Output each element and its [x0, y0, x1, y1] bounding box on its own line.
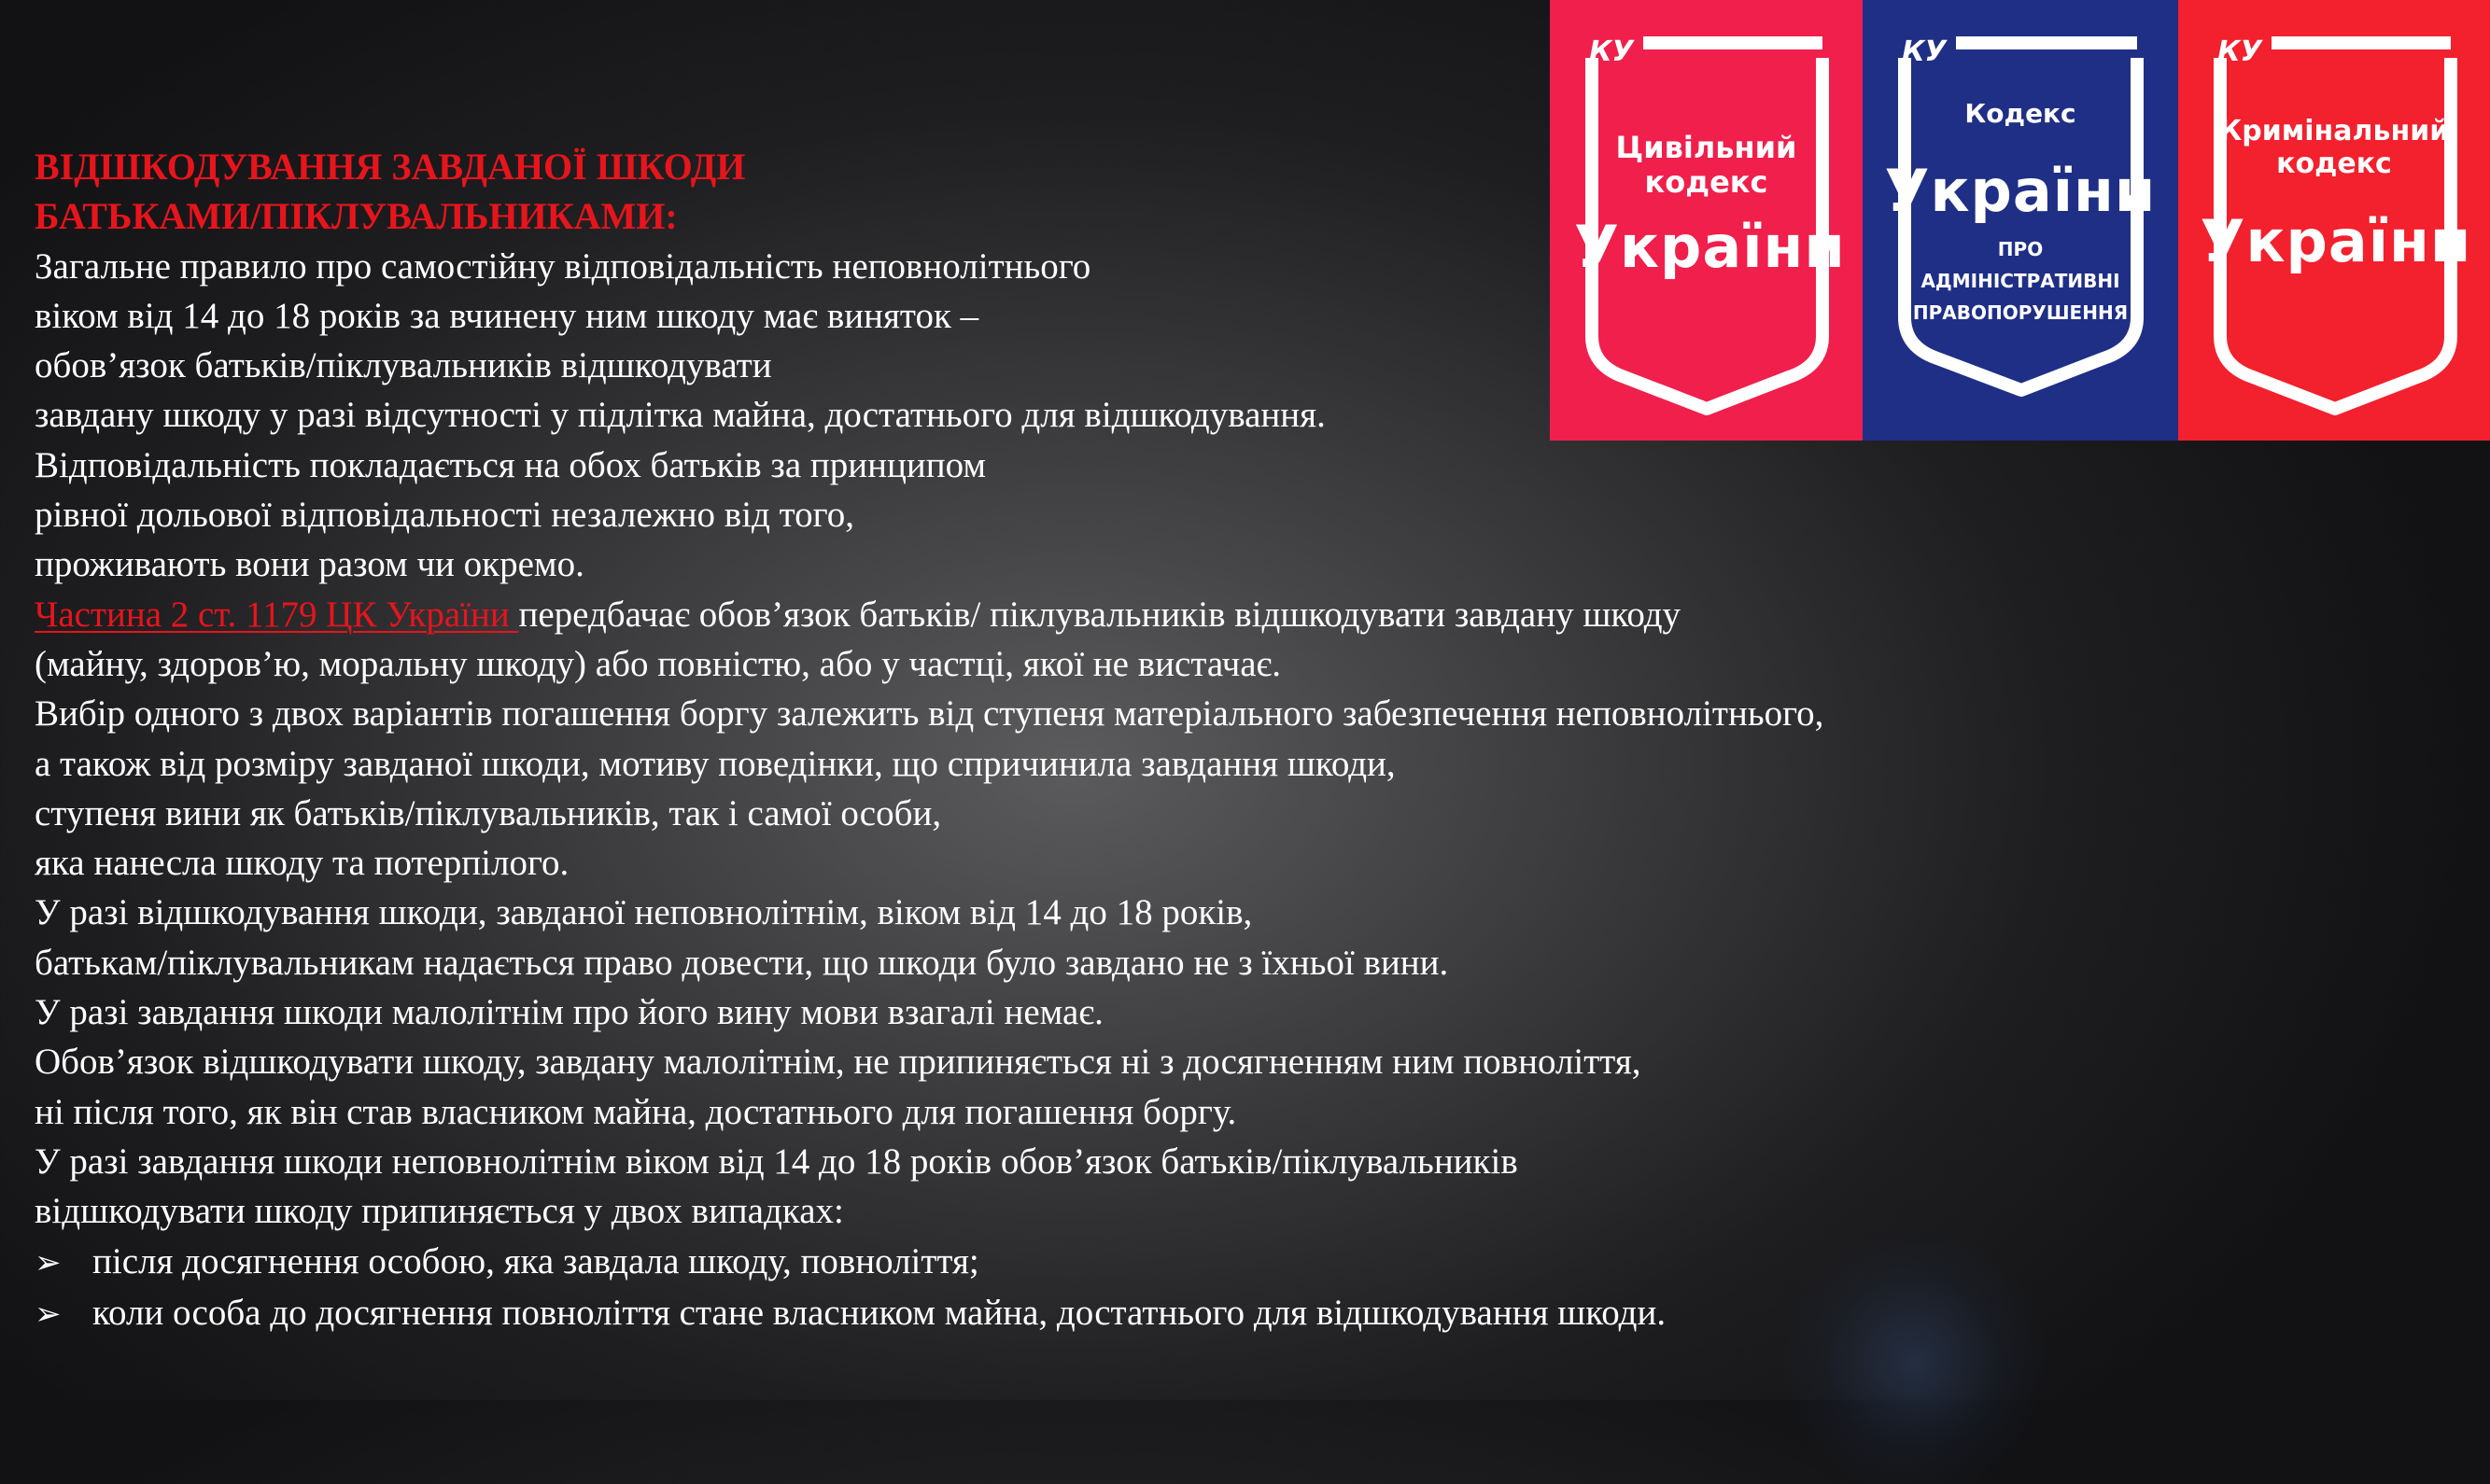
bullet-text: після досягнення особою, яка завдала шкоду, повноліття;	[92, 1240, 979, 1281]
bullet-item	[35, 1288, 2182, 1339]
law-reference-link[interactable]: Частина 2 ст. 1179 ЦК України	[35, 594, 519, 635]
body-line: проживають вони разом чи окремо.	[35, 544, 584, 585]
body-line: віком від 14 до 18 років за вчинену ним шкоду має виняток –	[35, 295, 979, 336]
body-line: рівної дольової відповідальності незалежно від того,	[35, 495, 854, 536]
law-reference-line	[35, 590, 2182, 639]
cover-title-line: Цивільний	[1615, 130, 1797, 165]
cover-title-line: кодекс	[2276, 147, 2392, 180]
body-line: У разі завдання шкоди малолітнім про його вину мови взагалі немає.	[35, 992, 1104, 1033]
cover-title: Кодекс	[1964, 98, 2076, 129]
bullet-item	[35, 1237, 2182, 1288]
cover-big-word: України	[1884, 157, 2157, 225]
body-line: У разі відшкодування шкоди, завданої неповнолітнім, віком від 14 до 18 років,	[35, 892, 1253, 933]
body-line: батькам/піклувальникам надається право довести, що шкоди було завдано не з їхньої вини.	[35, 942, 1449, 983]
cover-subtitle-line: ПРО	[1997, 238, 2044, 260]
cover-title	[2178, 116, 2490, 180]
body-line: Загальне правило про самостійну відповідальність неповнолітнього	[35, 245, 1091, 287]
body-line: ступеня вини як батьків/піклувальників, так і самої особи,	[35, 792, 942, 833]
arrow-bullet-icon: ➢	[35, 1295, 62, 1333]
slide-heading-line-1: ВІДШКОДУВАННЯ ЗАВДАНОЇ ШКОДИ	[35, 146, 746, 188]
body-line: яка нанесла шкоду та потерпілого.	[35, 843, 570, 884]
cover-subtitle-line: ПРАВОПОРУШЕННЯ	[1912, 301, 2129, 324]
criminal-code-cover	[2178, 0, 2490, 441]
ku-logo: КУ	[2217, 35, 2262, 68]
administrative-code-cover	[1863, 0, 2178, 441]
cover-subtitle	[1863, 233, 2178, 329]
body-line: Вибір одного з двох варіантів погашення боргу залежить від ступеня матеріального забезпечення неповнолітнього,	[35, 693, 1824, 735]
law-reference-text: передбачає обов’язок батьків/ піклувальників відшкодувати завдану шкоду	[518, 594, 1681, 635]
body-line: відшкодувати шкоду припиняється у двох випадках:	[35, 1191, 844, 1232]
body-line: У разі завдання шкоди неповнолітнім віком від 14 до 18 років обов’язок батьків/піклувальників	[35, 1141, 1518, 1182]
law-code-covers-image	[1550, 0, 2490, 441]
cover-title-line: Кримінальний	[2218, 115, 2450, 147]
ku-logo: КУ	[1902, 35, 1947, 68]
cover-big-word: України	[2200, 207, 2472, 275]
body-line: (майну, здоров’ю, моральну шкоду) або повністю, або у частці, якої не вистачає.	[35, 643, 1282, 684]
body-line: а також від розміру завданої шкоди, мотиву поведінки, що спричинила завдання шкоди,	[35, 743, 1396, 784]
body-line: Обов’язок відшкодувати шкоду, завдану малолітнім, не припиняється ні з досягненням ним повноліття,	[35, 1042, 1641, 1083]
body-line: обов’язок батьків/піклувальників відшкодувати	[35, 345, 772, 386]
arrow-bullet-icon: ➢	[35, 1243, 62, 1281]
slide-heading-line-2: БАТЬКАМИ/ПІКЛУВАЛЬНИКАМИ:	[35, 195, 678, 238]
cover-subtitle-line: АДМІНІСТРАТИВНІ	[1920, 270, 2120, 292]
cover-title	[1550, 131, 1863, 200]
cover-big-word: України	[1574, 213, 1846, 281]
cover-title-line: кодекс	[1644, 163, 1768, 200]
ku-logo: КУ	[1589, 35, 1634, 68]
bullet-text: коли особа до досягнення повноліття стане власником майна, достатнього для відшкодування шкоди.	[92, 1292, 1667, 1333]
civil-code-cover	[1550, 0, 1863, 441]
body-line: Відповідальність покладається на обох батьків за принципом	[35, 444, 987, 485]
body-line: ні після того, як він став власником майна, достатнього для погашення боргу.	[35, 1091, 1237, 1132]
body-line: завдану шкоду у разі відсутності у підлітка майна, достатнього для відшкодування.	[35, 395, 1326, 436]
